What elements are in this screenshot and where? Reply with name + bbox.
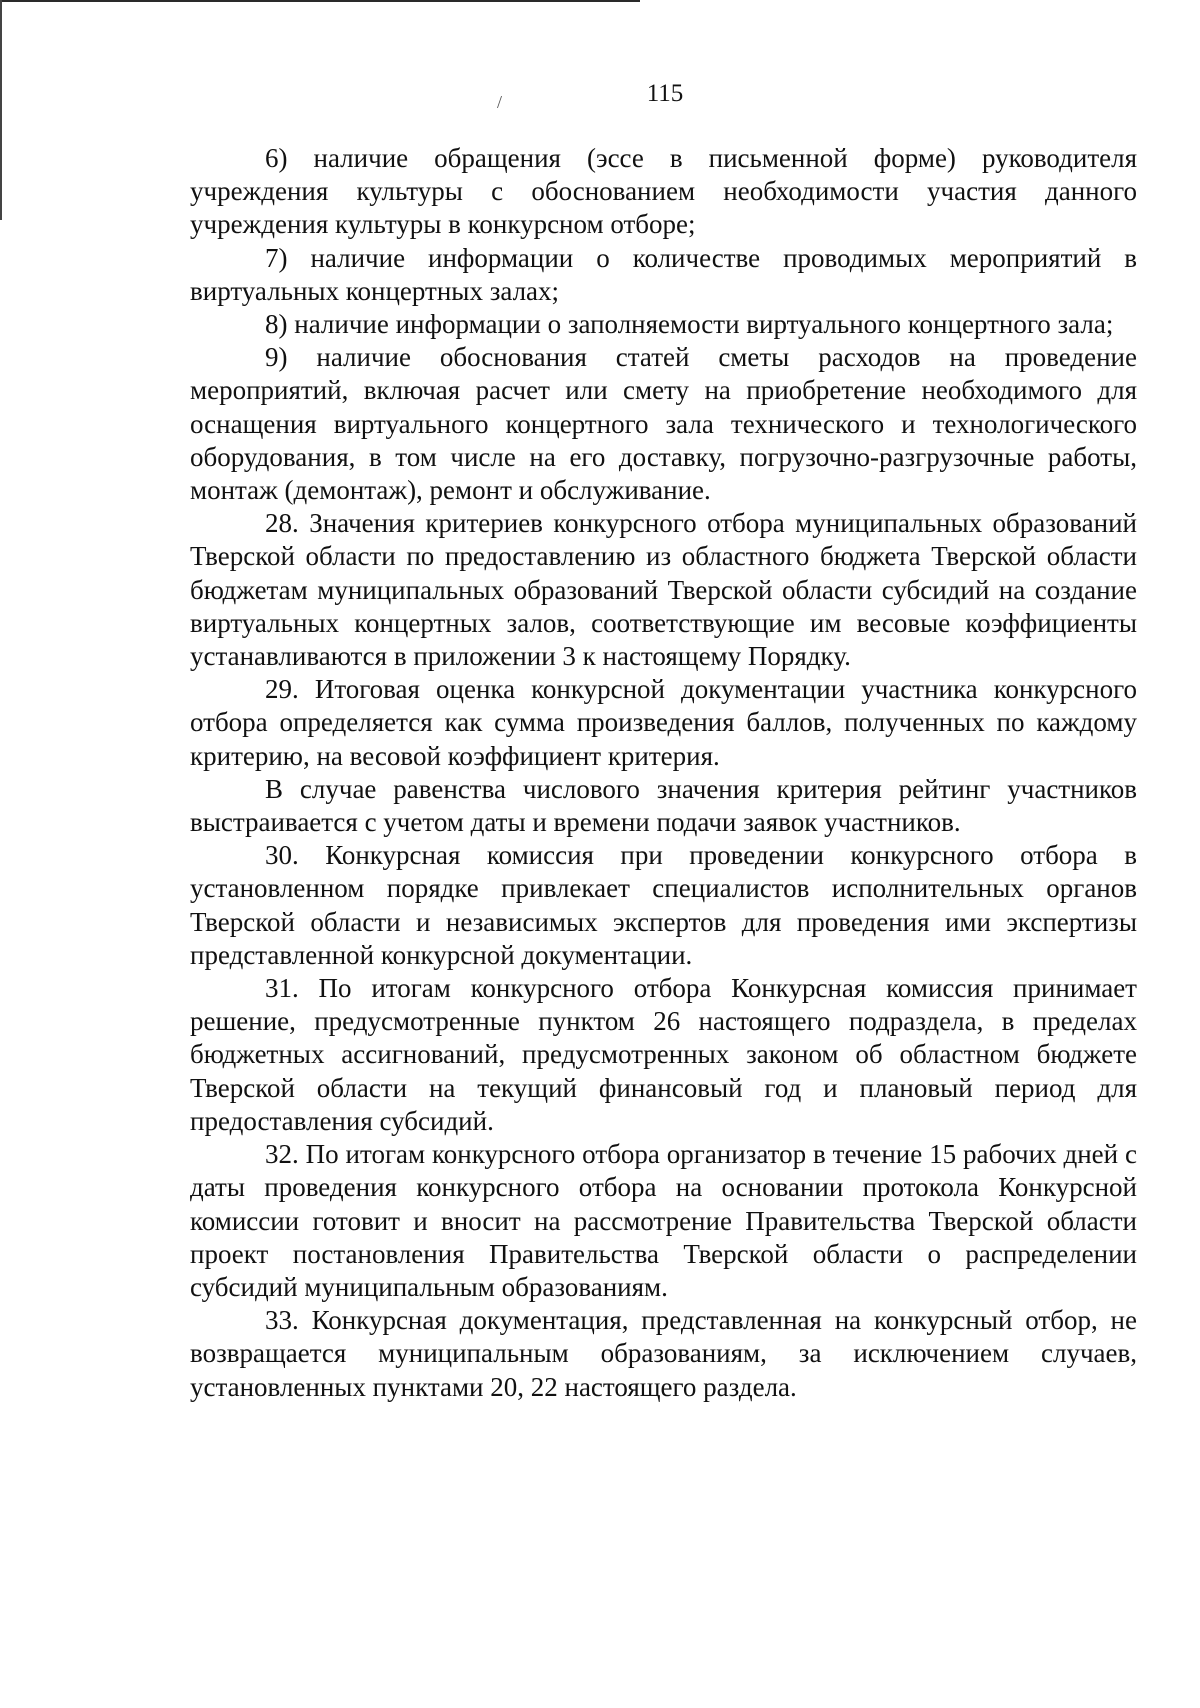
clause-30: 30. Конкурсная комиссия при проведении конкурсного отбора в установленном порядке привлекает специалистов исполнительных органов Тверской области и независимых экспертов для проведения ими экспертизы представленной конкурсной документации.	[190, 840, 1137, 970]
scan-edge-top	[0, 0, 640, 2]
list-item-6: 6) наличие обращения (эссе в письменной форме) руководителя учреждения культуры с обоснованием необходимости участия данного учреждения культуры в конкурсном отборе;	[190, 143, 1137, 240]
list-item-9: 9) наличие обоснования статей сметы расходов на проведение мероприятий, включая расчет или смету на приобретение необходимого для оснащения виртуального концертного зала технического и технологического оборудования, в том числе на его доставку, погрузочно-разгрузочные работы, монтаж (демонтаж), ремонт и обслуживание.	[190, 342, 1137, 506]
clause-29: 29. Итоговая оценка конкурсной документации участника конкурсного отбора определяется как сумма произведения баллов, полученных по каждому критерию, на весовой коэффициент критерия.	[190, 674, 1137, 771]
document-body	[190, 142, 1137, 1404]
scan-edge-left	[0, 0, 2, 220]
page-number: 115	[646, 80, 684, 107]
clause-29-tiebreak: В случае равенства числового значения критерия рейтинг участников выстраивается с учетом даты и времени подачи заявок участников.	[190, 773, 1137, 838]
clause-28: 28. Значения критериев конкурсного отбора муниципальных образований Тверской области по предоставлению из областного бюджета Тверской области бюджетам муниципальных образований Тверской области субсидий на создание виртуальных концертных залов, соответствующие им весовые коэффициенты устанавливаются в приложении 3 к настоящему Порядку.	[190, 508, 1137, 672]
list-item-8: 8) наличие информации о заполняемости виртуального концертного зала;	[265, 309, 1114, 340]
clause-31: 31. По итогам конкурсного отбора Конкурсная комиссия принимает решение, предусмотренные пунктом 26 настоящего подраздела, в пределах бюджетных ассигнований, предусмотренных законом об областном бюджете Тверской области на текущий финансовый год и плановый период для предоставления субсидий.	[190, 973, 1137, 1136]
list-item-7: 7) наличие информации о количестве проводимых мероприятий в виртуальных концертных залах;	[190, 242, 1137, 306]
scan-mark: /	[497, 92, 503, 112]
clause-33: 33. Конкурсная документация, представленная на конкурсный отбор, не возвращается муниципальным образованиям, за исключением случаев, установленных пунктами 20, 22 настоящего раздела.	[190, 1305, 1137, 1402]
clause-32: 32. По итогам конкурсного отбора организатор в течение 15 рабочих дней с даты проведения конкурсного отбора на основании протокола Конкурсной комиссии готовит и вносит на рассмотрение Правительства Тверской области проект постановления Правительства Тверской области о распределении субсидий муниципальным образованиям.	[190, 1139, 1137, 1302]
